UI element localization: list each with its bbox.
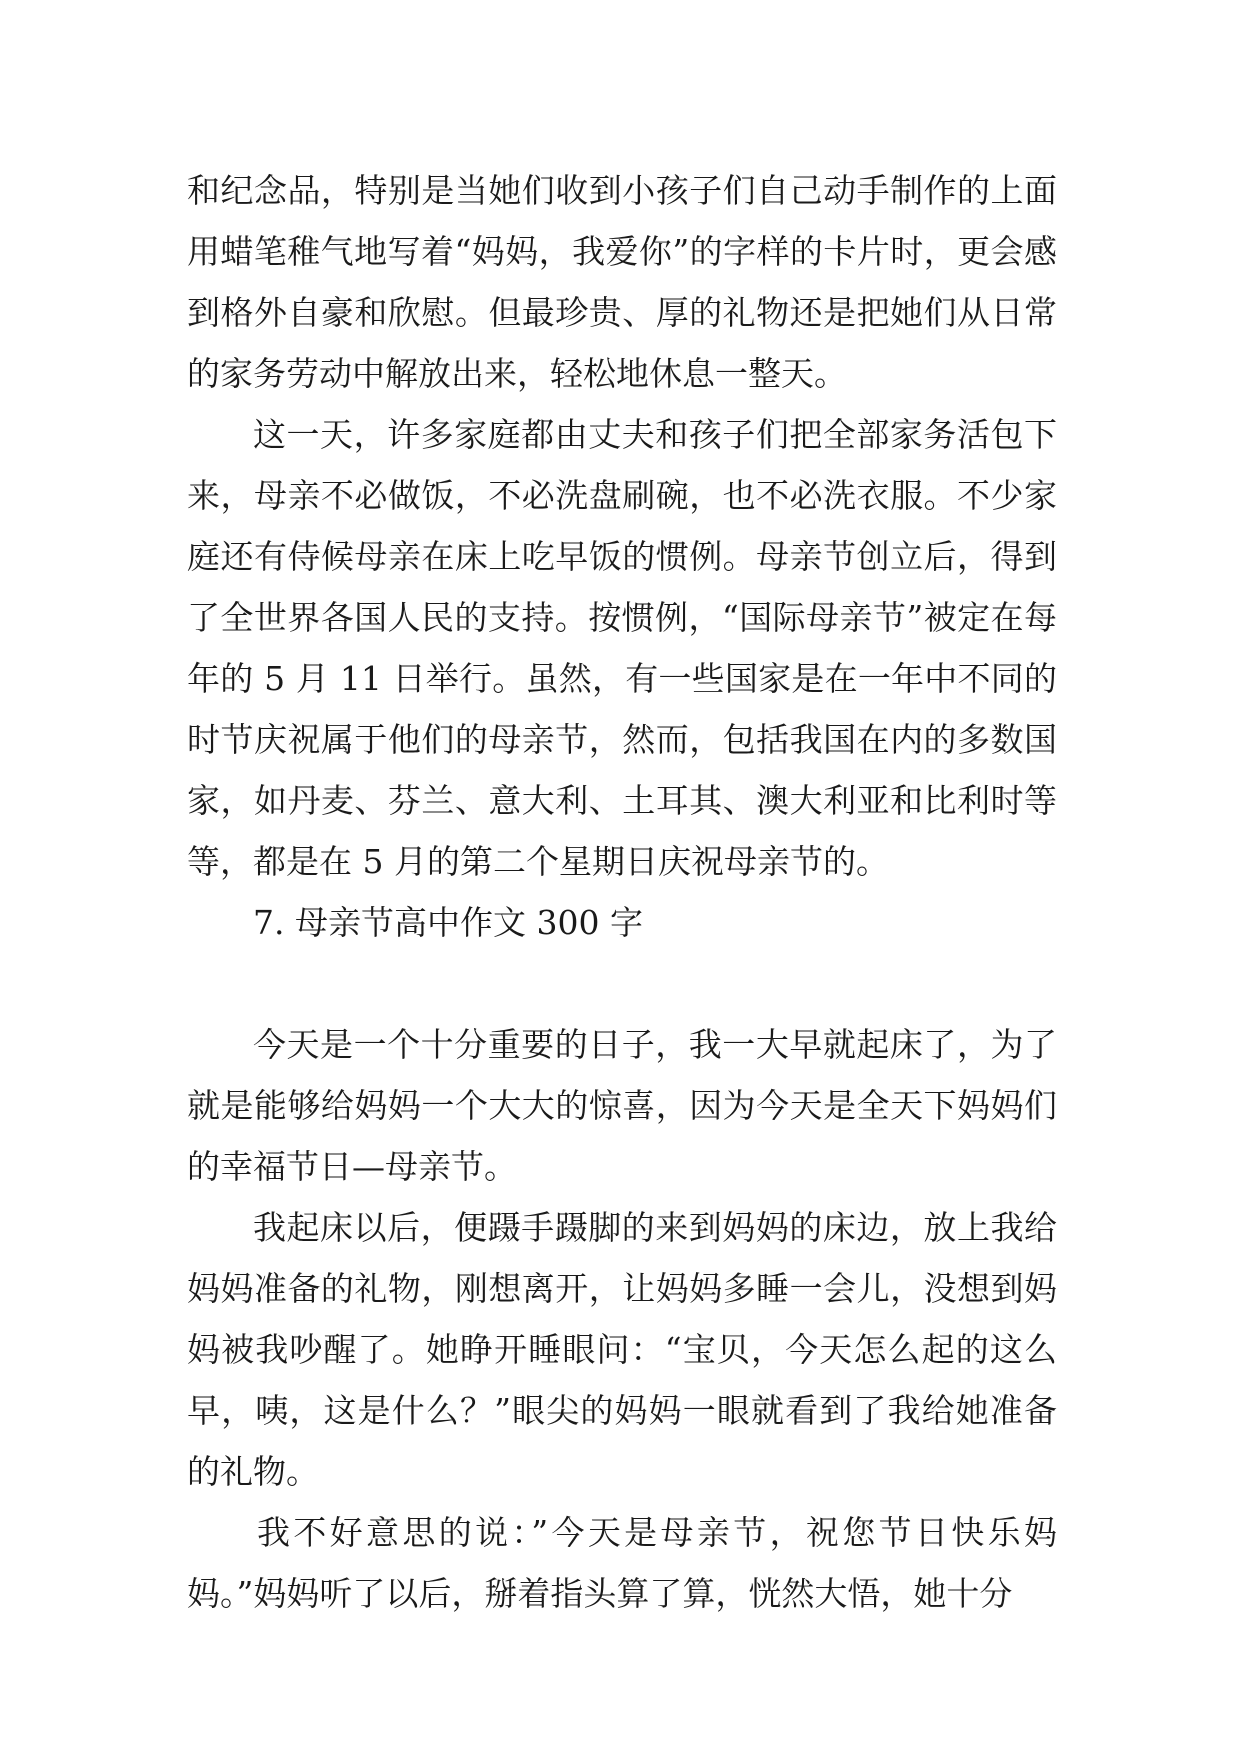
paragraph-4: 我起床以后，便蹑手蹑脚的来到妈妈的床边，放上我给妈妈准备的礼物，刚想离开，让妈妈多睡一会儿，没想到妈妈被我吵醒了。她睁开睡眼问：“宝贝，今天怎么起的这么早，咦，这是什么？”眼尖的妈妈一眼就看到了我给她准备的礼物。: [187, 1208, 1057, 1491]
blank-line: [187, 953, 1057, 1014]
paragraph-2: 这一天，许多家庭都由丈夫和孩子们把全部家务活包下来，母亲不必做饭，不必洗盘刷碗，也不必洗衣服。不少家庭还有侍候母亲在床上吃早饭的惯例。母亲节创立后，得到了全世界各国人民的支持。按惯例，“国际母亲节”被定在每年的 5 月 11 日举行。虽然，有一些国家是在一年中不同的时节庆祝属于他们的母亲节，然而，包括我国在内的多数国家，如丹麦、芬兰、意大利、土耳其、澳大利亚和比利时等等，都是在 5 月的第二个星期日庆祝母亲节的。: [187, 415, 1057, 881]
paragraph-3: 今天是一个十分重要的日子，我一大早就起床了，为了就是能够给妈妈一个大大的惊喜，因为今天是全天下妈妈们的幸福节日—母亲节。: [187, 1025, 1057, 1186]
paragraph-5: 我不好意思的说：”今天是母亲节，祝您节日快乐妈妈。”妈妈听了以后，掰着指头算了算，恍然大悟，她十分: [187, 1513, 1057, 1613]
section-heading: 7. 母亲节高中作文 300 字: [253, 903, 643, 942]
document-body: [187, 160, 1057, 1624]
paragraph-1: 和纪念品，特别是当她们收到小孩子们自己动手制作的上面用蜡笔稚气地写着“妈妈，我爱你”的字样的卡片时，更会感到格外自豪和欣慰。但最珍贵、厚的礼物还是把她们从日常的家务劳动中解放出来，轻松地休息一整天。: [187, 171, 1057, 393]
